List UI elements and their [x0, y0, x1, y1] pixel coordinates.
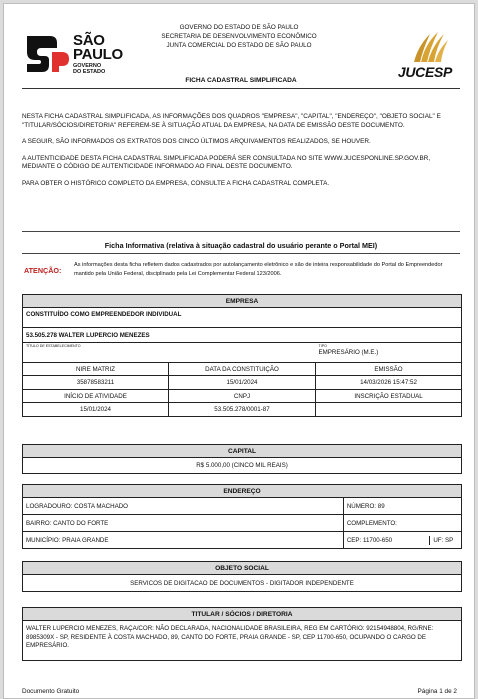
uf: UF: SP — [433, 536, 454, 544]
intro-text — [22, 113, 462, 197]
intro-paragraph-3: A AUTENTICIDADE DESTA FICHA CADASTRAL SIMPLIFICADA PODERÁ SER CONSULTADA NO SITE WWW.JUCESPONLINE.SP.GOV.BR, MEDIANTE O CÓDIGO DE AUTENTICIDADE INFORMADO AO FINAL DESTE DOCUMENTO. — [22, 154, 431, 171]
intro-paragraph-4: PARA OBTER O HISTÓRICO COMPLETO DA EMPRESA, CONSULTE A FICHA CADASTRAL COMPLETA. — [22, 179, 330, 187]
inscricao-estadual-value — [316, 403, 462, 417]
emissao-label: EMISSÃO — [316, 363, 462, 376]
jucesp-emblem-icon — [388, 28, 462, 64]
tipo-cell — [316, 343, 462, 363]
logo-line-paulo: PAULO — [73, 46, 123, 63]
gov-line-junta: JUNTA COMERCIAL DO ESTADO DE SÃO PAULO — [166, 42, 312, 49]
nire-value: 35878583211 — [23, 376, 169, 390]
atencao-text: As informações desta ficha refletem dados cadastrados por autolançamento eletrônico e são de inteira responsabilidade do Portal do Empreendedor mantido pela União Federal, disciplinado pela Lei Complementar Federal 123/2006. — [74, 262, 443, 277]
inicio-atividade-label: INÍCIO DE ATIVIDADE — [23, 390, 169, 403]
capital-value: R$ 5.000,00 (CINCO MIL REAIS) — [23, 458, 462, 474]
cnpj-label: CNPJ — [169, 390, 316, 403]
document-page — [3, 3, 475, 699]
titular-value: WALTER LUPERCIO MENEZES, RAÇA/COR: NÃO DECLARADA, NACIONALIDADE BRASILEIRA, REG EM CARTÓRIO: 92154948804, RG/RNE: 8985309X - SP, RESIDENTE À COSTA MACHADO, 89, CANTO DO FORTE, PRAIA GRANDE - SP, CEP 11700-650, OCUPANDO O CARGO DE EMPRESÁRIO. — [23, 621, 462, 661]
inicio-atividade-value: 15/01/2024 — [23, 403, 169, 417]
complemento: COMPLEMENTO: — [343, 515, 461, 532]
nire-label: NIRE MATRIZ — [23, 363, 169, 376]
bairro: BAIRRO: CANTO DO FORTE — [23, 515, 344, 532]
empresa-constituicao: CONSTITUÍDO COMO EMPREENDEDOR INDIVIDUAL — [23, 308, 462, 328]
header-divider — [22, 88, 460, 89]
sao-paulo-logo-icon — [24, 34, 70, 74]
footer-page-number: Página 1 de 2 — [417, 688, 457, 695]
document-header — [4, 4, 476, 94]
government-heading — [124, 23, 354, 50]
cep-uf-cell — [343, 532, 461, 549]
sao-paulo-logo — [24, 34, 124, 78]
tipo-label: TIPO — [318, 344, 327, 348]
inscricao-estadual-label: INSCRIÇÃO ESTADUAL — [316, 390, 462, 403]
titular-heading: TITULAR / SÓCIOS / DIRETORIA — [23, 608, 462, 621]
section-divider-mid — [22, 253, 460, 254]
titulo-estabelecimento-label: TÍTULO DE ESTABELECIMENTO — [26, 344, 81, 348]
document-title: FICHA CADASTRAL SIMPLIFICADA — [185, 77, 297, 84]
atencao-label: ATENÇÃO: — [24, 266, 62, 275]
empresa-heading: EMPRESA — [23, 295, 462, 308]
logo-line-sao: SÃO — [73, 32, 105, 49]
empresa-nome: 53.505.278 WALTER LUPERCIO MENEZES — [23, 328, 462, 343]
footer-documento-gratuito: Documento Gratuito — [22, 688, 80, 695]
jucesp-wordmark: JUCESP — [397, 64, 453, 80]
empresa-table — [22, 294, 462, 417]
objeto-social-value: SERVICOS DE DIGITACAO DE DOCUMENTOS - DIGITADOR INDEPENDENTE — [23, 575, 462, 592]
titular-table — [22, 607, 462, 661]
municipio: MUNICÍPIO: PRAIA GRANDE — [23, 532, 344, 549]
objeto-social-table — [22, 561, 462, 592]
logradouro: LOGRADOURO: COSTA MACHADO — [23, 498, 344, 515]
data-constituicao-value: 15/01/2024 — [169, 376, 316, 390]
capital-table — [22, 444, 462, 474]
logo-line-do-estado: DO ESTADO — [73, 69, 106, 75]
intro-paragraph-1: NESTA FICHA CADASTRAL SIMPLIFICADA, AS INFORMAÇÕES DOS QUADROS "EMPRESA", "CAPITAL", "ENDEREÇO", "OBJETO SOCIAL" E "TITULAR/SÓCIOS/DIRETORIA" REFEREM-SE À SITUAÇÃO ATUAL DA EMPRESA, NA DATA DE EMISSÃO DESTE DOCUMENTO. — [22, 113, 441, 129]
cep: CEP: 11700-650 — [344, 536, 430, 545]
ficha-informativa-title: Ficha Informativa (relativa à situação cadastral do usuário perante o Portal MEI) — [104, 241, 378, 250]
endereco-table — [22, 484, 462, 549]
intro-paragraph-2: A SEGUIR, SÃO INFORMADOS OS EXTRATOS DOS CINCO ÚLTIMOS ARQUIVAMENTOS REALIZADOS, SE HOUVER. — [22, 138, 371, 146]
emissao-value: 14/03/2026 15:47:52 — [316, 376, 462, 390]
logo-line-governo: GOVERNO — [73, 63, 102, 69]
gov-line-secretaria: SECRETARIA DE DESENVOLVIMENTO ECONÔMICO — [161, 33, 317, 40]
section-divider-top — [22, 231, 460, 232]
cnpj-value: 53.505.278/0001-87 — [169, 403, 316, 417]
endereco-heading: ENDEREÇO — [23, 485, 462, 498]
objeto-social-heading: OBJETO SOCIAL — [23, 562, 462, 575]
titulo-estabelecimento-cell — [23, 343, 316, 363]
sao-paulo-logo-text — [73, 34, 123, 75]
jucesp-logo — [388, 28, 462, 80]
gov-line-estado: GOVERNO DO ESTADO DE SÃO PAULO — [179, 24, 299, 31]
capital-heading: CAPITAL — [23, 445, 462, 458]
tipo-value: EMPRESÁRIO (M.E.) — [318, 349, 379, 356]
numero: NÚMERO: 89 — [343, 498, 461, 515]
data-constituicao-label: DATA DA CONSTITUIÇÃO — [169, 363, 316, 376]
